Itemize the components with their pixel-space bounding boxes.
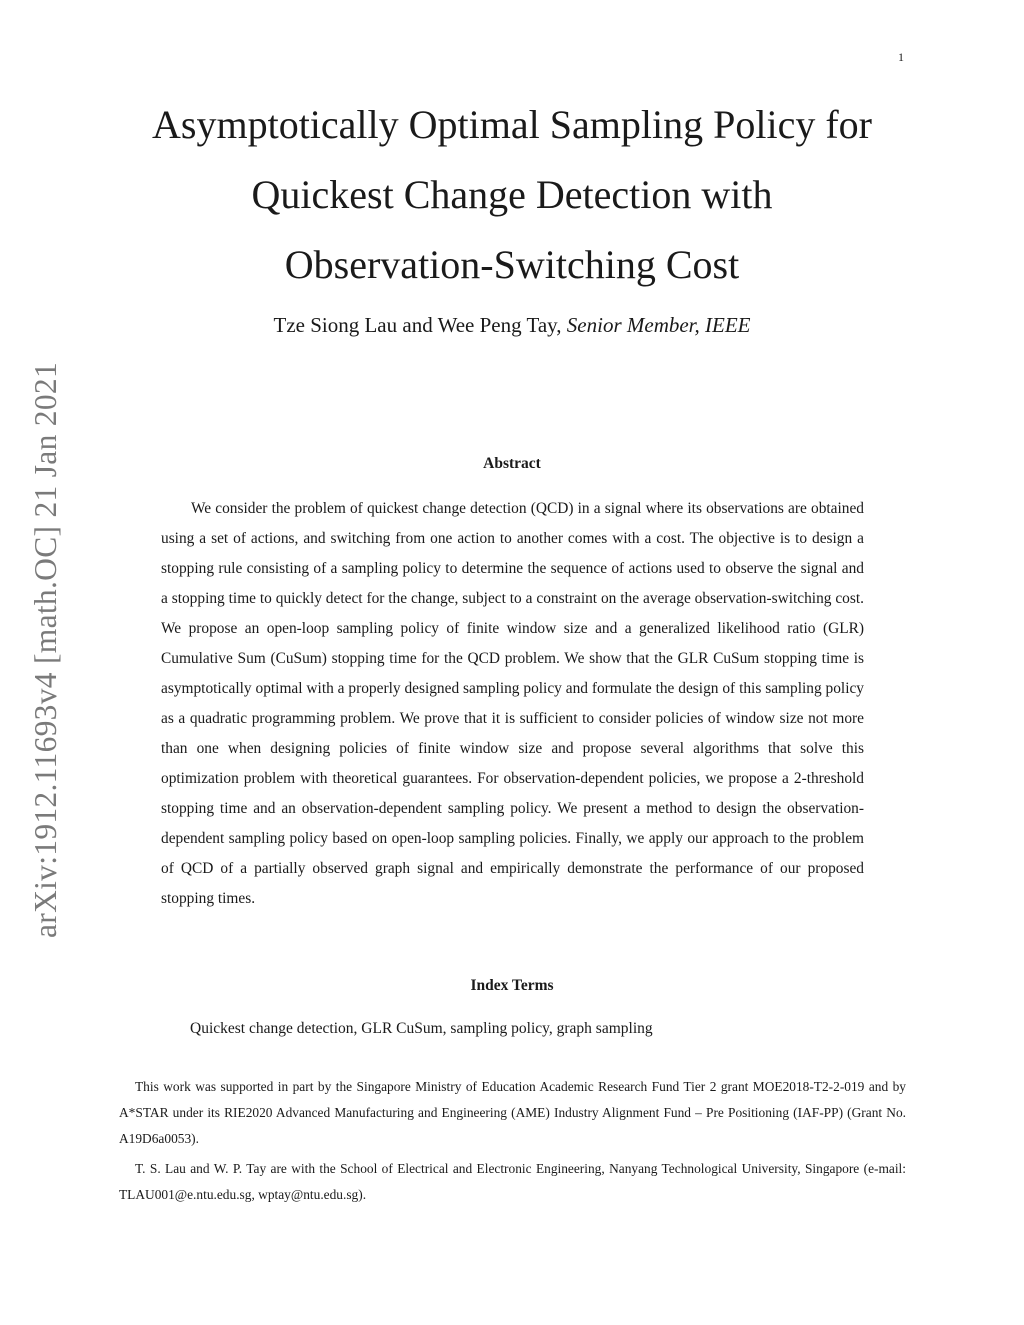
author-names: Tze Siong Lau and Wee Peng Tay, [273,313,567,337]
page-number: 1 [898,50,904,64]
footnotes [119,1074,906,1212]
author-membership: Senior Member, IEEE [566,313,751,337]
arxiv-watermark [22,340,70,960]
index-terms-text: Quickest change detection, GLR CuSum, sampling policy, graph sampling [190,1020,653,1037]
author-line [112,313,912,338]
paper-title [112,90,912,300]
abstract-heading: Abstract [483,455,541,472]
title-line-2: Quickest Change Detection with [251,172,773,217]
title-line-1: Asymptotically Optimal Sampling Policy for [152,102,872,147]
index-terms-heading: Index Terms [470,977,554,994]
title-line-3: Observation-Switching Cost [284,242,740,287]
arxiv-identifier[interactable]: arXiv:1912.11693v4 [math.OC] 21 Jan 2021 [28,361,64,939]
abstract-text: We consider the problem of quickest change detection (QCD) in a signal where its observations are obtained using a set of actions, and switching from one action to another comes with a cost. The objective is to design a stopping rule consisting of a sampling policy to determine the sequence of actions used to observe the signal and a stopping time to quickly detect for the change, subject to a constraint on the average observation-switching cost. We propose an open-loop sampling policy of finite window size and a generalized likelihood ratio (GLR) Cumulative Sum (CuSum) stopping time for the QCD problem. We show that the GLR CuSum stopping time is asymptotically optimal with a properly designed sampling policy and formulate the design of this sampling policy as a quadratic programming problem. We prove that it is sufficient to consider policies of window size not more than one when designing policies of finite window size and propose several algorithms that solve this optimization problem with theoretical guarantees. For observation-dependent policies, we propose a 2-threshold stopping time and an observation-dependent sampling policy. We present a method to design the observation-dependent sampling policy based on open-loop sampling policies. Finally, we apply our approach to the problem of QCD of a partially observed graph signal and empirically demonstrate the performance of our proposed stopping times. [161,500,864,907]
affiliation-footnote: T. S. Lau and W. P. Tay are with the School of Electrical and Electronic Engineering, Nanyang Technological University, Singapore (e-mail: TLAU001@e.ntu.edu.sg, wptay@ntu.edu.sg). [119,1161,906,1202]
funding-footnote: This work was supported in part by the Singapore Ministry of Education Academic Research Fund Tier 2 grant MOE2018-T2-2-019 and by A*STAR under its RIE2020 Advanced Manufacturing and Engineering (AME) Industry Alignment Fund – Pre Positioning (IAF-PP) (Grant No. A19D6a0053). [119,1079,906,1146]
